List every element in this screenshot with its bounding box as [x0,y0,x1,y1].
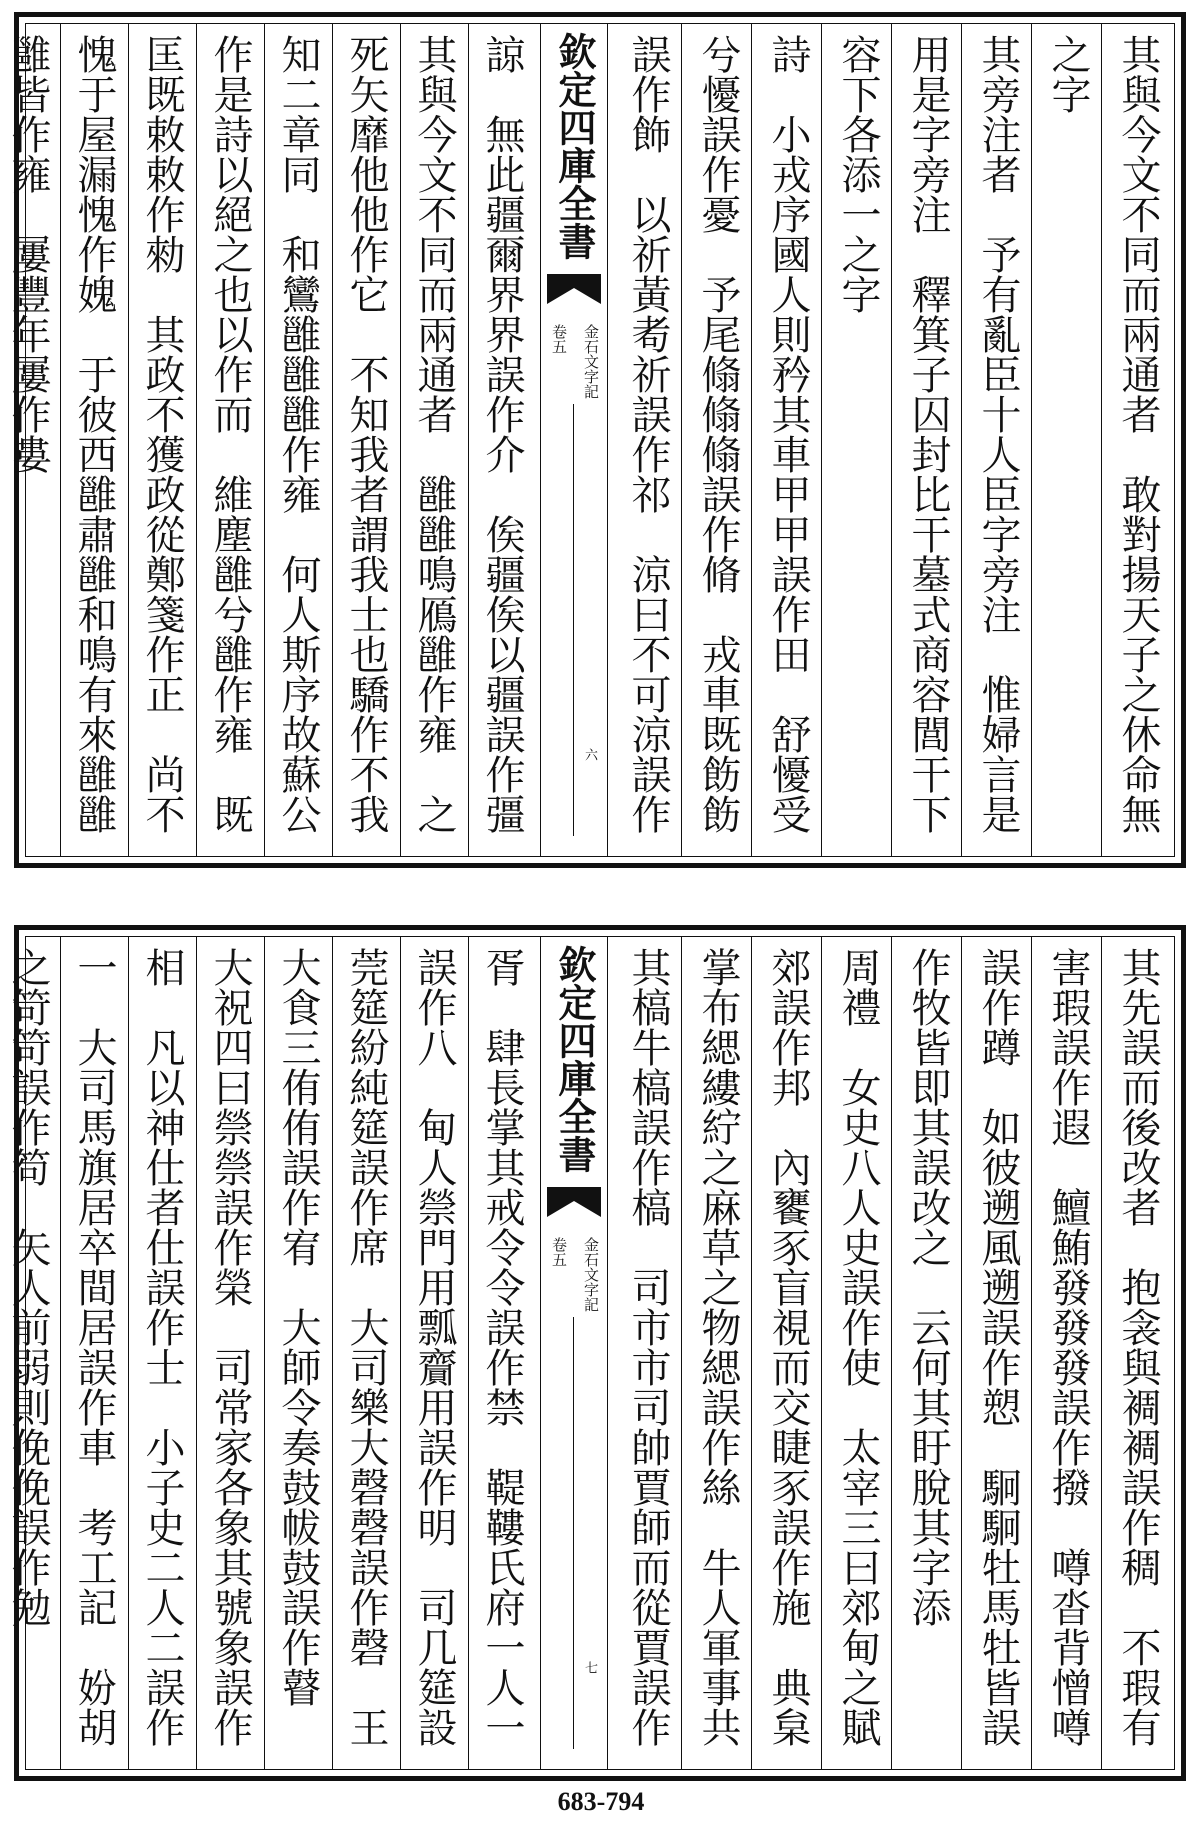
column-text: 容下各添一之字 [835,34,881,314]
leaf-page-number: 七 [582,1661,597,1674]
text-column [616,947,680,1759]
text-column [470,34,534,846]
column-rule [264,24,265,856]
column-text: 其槁牛槁誤作槁 司市市司帥賈師而從賈誤作 [625,947,671,1747]
text-column [334,947,398,1759]
bottom-leaf-frame [5,936,1175,1770]
text-column [1106,947,1170,1759]
column-text: 胥 肆長掌其戒令令誤作禁 鞮鞻氏府一人一 [479,947,525,1747]
text-column [130,34,194,846]
column-text: 用是字旁注 釋箕子囚封比干墓式商容閭干下 [905,34,951,834]
center-rule [573,1317,574,1749]
text-column [1036,34,1100,846]
fish-tail-ornament [547,274,601,304]
column-rule [128,937,129,1769]
column-rule [400,937,401,1769]
column-rule [196,937,197,1769]
top-leaf [5,12,1186,868]
column-rule [751,24,752,856]
volume-label: 卷五 [550,324,568,354]
text-column [966,34,1030,846]
column-rule [332,24,333,856]
fish-tail-ornament [547,1187,601,1217]
column-text: 誤作蹲 如彼遡風遡誤作愬 駉駉牡馬牡皆誤 [975,947,1021,1747]
column-text: 莞筵紛純筵誤作席 大司樂大磬磬誤作磬 王 [343,947,389,1747]
text-column [896,34,960,846]
text-column [402,947,466,1759]
column-text: 周禮 女史八人史誤作使 太宰三曰郊甸之賦 [835,947,881,1747]
text-column [896,947,960,1759]
text-column [1036,947,1100,1759]
column-rule [961,24,962,856]
column-text: 害瑕誤作遐 鱣鮪發發發誤作撥 噂沓背憎噂 [1045,947,1091,1747]
text-column [198,34,262,846]
header-title-text: 欽定四庫全書 [552,945,597,1173]
text-column [686,34,750,846]
column-text: 之笴笴誤作笱 矢人前弱則俛俛誤作勉 [5,947,51,1627]
column-text: 作牧皆即其誤改之 云何其盱脫其字添 [905,947,951,1627]
column-rule [540,24,541,856]
text-column [686,947,750,1759]
text-column [0,947,60,1759]
column-rule [60,24,61,856]
header-title-text: 欽定四庫全書 [552,32,597,260]
text-column [334,34,398,846]
column-rule [961,937,962,1769]
column-text: 雝皆作雍 屢豐年屢作婁 [5,34,51,474]
column-rule [1101,24,1102,856]
column-text: 詩 小戎序國人則矜其車甲甲誤作田 舒懮受 [765,34,811,834]
leaf-page-number: 六 [582,748,597,761]
column-rule [540,937,541,1769]
column-rule [891,24,892,856]
column-text: 愧于屋漏愧作媿 于彼西雝肅雝和鳴有來雝雝 [71,34,117,834]
text-column [62,947,126,1759]
text-column [616,34,680,846]
column-rule [468,24,469,856]
column-text: 諒 無此疆爾界界誤作介 俟疆俟以疆誤作彊 [479,34,525,834]
column-text: 一 大司馬旗居卒間居誤作車 考工記 妢胡 [71,947,117,1747]
text-column [266,34,330,846]
column-rule [468,937,469,1769]
text-column [62,34,126,846]
top-leaf-frame [5,23,1175,857]
text-column [756,947,820,1759]
text-column [470,947,534,1759]
column-text: 之字 [1045,34,1091,114]
text-column [826,34,890,846]
text-column [756,34,820,846]
text-column [402,34,466,846]
volume-label: 卷五 [550,1237,568,1267]
column-text: 知二章同 和鸞雝雝雝作雍 何人斯序故蘇公 [275,34,321,834]
column-rule [891,937,892,1769]
column-text: 誤作飾 以祈黃耇祈誤作祁 涼曰不可涼誤作 [625,34,671,834]
book-title: 金石文字記 [582,1237,600,1312]
column-text: 其與今文不同而兩通者 敢對揚天子之休命無 [1115,34,1161,834]
column-rule [1031,24,1032,856]
column-rule [681,24,682,856]
column-text: 相 凡以神仕者仕誤作士 小子史二人二誤作 [139,947,185,1747]
column-rule [821,937,822,1769]
column-text: 大食三侑侑誤作宥 大師令奏鼓帗鼓誤作瞽 [275,947,321,1707]
book-title: 金石文字記 [582,324,600,399]
header-title [541,945,607,1173]
text-column [0,34,60,846]
column-rule [264,937,265,1769]
column-rule [332,937,333,1769]
column-text: 誤作八 甸人禜門用瓢齎用誤作明 司几筵設 [411,947,457,1747]
text-column [266,947,330,1759]
column-rule [751,937,752,1769]
column-text: 大祝四曰禜禜誤作榮 司常家各象其號象誤作 [207,947,253,1747]
column-rule [821,24,822,856]
column-text: 死矢靡他他作它 不知我者謂我士也驕作不我 [343,34,389,834]
center-rule [573,404,574,836]
column-text: 其先誤而後改者 抱衾與裯裯誤作稠 不瑕有 [1115,947,1161,1747]
text-column [130,947,194,1759]
column-rule [196,24,197,856]
text-column [198,947,262,1759]
column-rule [60,937,61,1769]
text-column [826,947,890,1759]
column-text: 掌布緦縷紵之麻草之物緦誤作絲 牛人軍事共 [695,947,741,1747]
column-text: 郊誤作邦 內饔豕盲視而交睫豕誤作施 典枲 [765,947,811,1747]
column-rule [128,24,129,856]
column-rule [681,937,682,1769]
column-rule [1031,937,1032,1769]
text-column [1106,34,1170,846]
bottom-leaf [5,925,1186,1781]
center-strip [540,937,608,1769]
page-code: 683-794 [557,1787,645,1816]
text-column [966,947,1030,1759]
column-text: 其與今文不同而兩通者 雝雝鳴鴈雝作雍 之 [411,34,457,834]
column-rule [1101,937,1102,1769]
column-text: 作是詩以絕之也以作而 維塵雝兮雝作雍 既 [207,34,253,834]
header-title [541,32,607,260]
column-text: 兮懮誤作憂 予尾翛翛翛誤作脩 戎車既飭飭 [695,34,741,834]
column-text: 匡既敕敕作勑 其政不獲政從鄭箋作正 尚不 [139,34,185,834]
center-strip [540,24,608,856]
column-text: 其旁注者 予有亂臣十人臣字旁注 惟婦言是 [975,34,1021,834]
column-rule [400,24,401,856]
